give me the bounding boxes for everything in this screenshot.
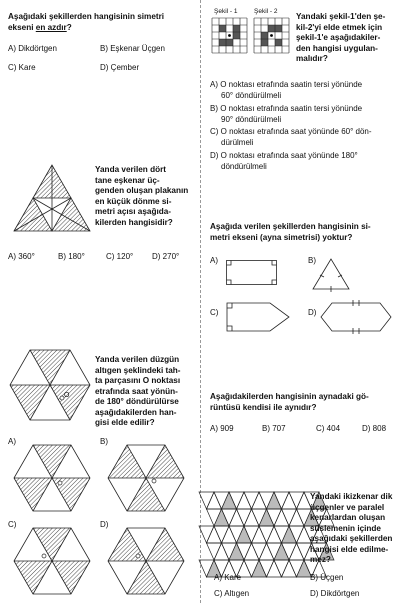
q6-line: rüntüsü kendisi ile aynıdır? [210,402,317,412]
q5-line: Aşağıda verilen şekillerden hangisinin si- [210,222,371,231]
q3-line: etrafında saat yönün- [95,386,178,396]
q1-option-b[interactable]: B) Eşkenar Üçgen [100,44,165,53]
hexagon-board [10,350,90,420]
q5-option-a-rectangle[interactable] [226,260,278,286]
tess-triangle [259,526,274,543]
grid-cell-filled [226,39,233,46]
q2-option-d[interactable]: D) 270° [152,252,180,261]
q4-line: Yandaki şekil-1'den şe- [296,12,386,21]
q4-c-line2: dürülmeli [221,137,254,147]
q7-line: üçgenler ve paralel [310,502,385,512]
q6-option-b[interactable]: B) 707 [262,424,286,433]
q5-option-b[interactable]: B) [308,256,316,265]
tess-triangle [252,560,267,577]
tess-triangle [259,509,274,526]
grid-cell-filled [233,25,240,32]
q4-line: malıdır? [296,54,328,63]
tess-triangle [252,526,267,543]
q6-option-c[interactable]: C) 404 [316,424,341,433]
sekil-1-grid [212,18,248,54]
q4-b-line1: B) O noktası etrafında saatin tersi yönünde [210,104,363,113]
point-o-label: O [64,392,70,399]
q4-option-b[interactable] [210,104,362,125]
q1-option-d[interactable]: D) Çember [100,63,140,72]
tess-triangle [244,543,259,560]
question-6-text [210,392,395,413]
q6-option-d[interactable]: D) 808 [362,424,387,433]
question-1-emphasis: en azdır [35,22,67,32]
tess-triangle [282,560,297,577]
point-o [228,34,231,37]
grid-cell-filled [233,32,240,39]
q2-line: tane eşkenar üç- [95,175,160,185]
q3-line: altıgen şeklindeki tah- [95,365,181,375]
q5-option-a[interactable]: A) [210,256,218,265]
tess-triangle [274,509,289,526]
tess-triangle [259,543,274,560]
question-5-text [210,222,395,243]
q7-option-d[interactable]: D) Dikdörtgen [310,589,360,598]
q4-d-line1: D) O noktası etrafında saat yönünde 180° [210,151,358,160]
tess-triangle [237,526,252,543]
q4-b-line2: 90° döndürülmeli [221,114,282,124]
q4-option-d[interactable] [210,151,358,172]
tess-triangle [252,492,267,509]
q3-line: gisi elde edilir? [95,418,155,427]
tessellation-pattern [214,492,306,580]
q4-line: kil-2'yi elde etmek için [296,22,383,32]
q4-line: şekil-1'e aşağıdakiler- [296,33,381,42]
grid-cell-filled [275,39,282,46]
tess-triangle [289,492,304,509]
tess-triangle [214,509,229,526]
question-1-tail: ? [66,22,72,32]
q3-option-c-hexagon[interactable] [14,528,90,594]
q5-option-c-pentagon[interactable] [226,302,290,332]
q3-option-b-hexagon[interactable] [108,445,184,511]
q3-option-b[interactable]: B) [100,437,108,446]
q5-option-c[interactable]: C) [210,308,219,317]
tess-triangle [199,526,214,543]
q1-option-c[interactable]: C) Kare [8,63,36,72]
q7-option-b[interactable]: B) Üçgen [310,573,344,582]
tess-triangle [199,492,214,509]
q4-a-line2: 60° döndürülmeli [221,90,282,100]
grid-cell-filled [261,39,268,46]
q5-line: metri ekseni (ayna simetrisi) yoktur? [210,232,353,242]
q7-option-a[interactable]: A) Kare [214,573,242,582]
q4-line: den hangisi uygulan- [296,43,378,53]
hexagon-main [10,350,90,420]
tess-triangle [207,526,222,543]
q5-option-d-hexagon[interactable] [320,302,392,332]
q7-line: mez? [310,555,331,564]
tess-triangle [214,543,229,560]
point-o [270,34,273,37]
q2-line: kilerden hangisidir? [95,217,173,227]
tess-triangle [267,560,282,577]
tess-triangle [267,492,282,509]
tess-triangle [282,509,297,526]
grid-cell-filled [219,39,226,46]
sekil-1-label: Şekil - 1 [214,8,238,15]
question-1-line-1: Aşağıdaki şekillerden hangisinin simetri [8,12,165,21]
q5-option-b-triangle[interactable] [312,258,350,290]
q1-option-a[interactable]: A) Dikdörtgen [8,44,57,53]
q3-option-c[interactable]: C) [8,520,17,529]
q4-a-line1: A) O noktası etrafında saatin tersi yönünde [210,80,363,89]
tess-triangle [252,543,267,560]
tess-triangle [289,509,304,526]
q3-line: aşağıdakilerden han- [95,407,177,417]
q4-option-c[interactable] [210,127,372,148]
q3-line: de 180° döndürülürse [95,397,179,406]
q7-line: süslemenin içinde [310,523,381,533]
tess-triangle [237,509,252,526]
grid-cell-filled [219,25,226,32]
q4-c-line1: C) O noktası etrafında saat yönünde 60° dön- [210,127,372,136]
tess-triangle [237,492,252,509]
tess-triangle [222,526,237,543]
q2-option-c[interactable]: C) 120° [106,252,134,261]
q7-line: hangisi elde edilme- [310,544,389,554]
grid-cell-filled [261,32,268,39]
q2-line: Yanda verilen dört [95,165,166,174]
q2-line: en küçük dönme si- [95,196,172,206]
tess-triangle [207,492,222,509]
tess-triangle [289,543,304,560]
q6-option-a[interactable]: A) 909 [210,424,234,433]
q3-option-d-hexagon[interactable] [108,528,184,594]
q7-line: aşağıdaki şekillerden [310,534,393,543]
question-4-text [296,12,396,65]
tess-triangle [229,543,244,560]
question-1-text [8,12,193,33]
column-divider [200,0,201,603]
q3-option-a-hexagon[interactable] [14,445,90,511]
grid-cell-filled [275,25,282,32]
q3-line: ta parçasını O noktası [95,376,181,385]
tess-triangle [282,526,297,543]
sekil-2-grid [254,18,290,54]
tess-triangle [244,509,259,526]
q4-option-a[interactable] [210,80,362,101]
q2-line: genden oluşan plakanın [95,186,189,195]
four-triangle-plate [14,165,90,233]
tess-triangle [282,492,297,509]
q3-option-a[interactable]: A) [8,437,16,446]
q2-line: metri açısı aşağıda- [95,207,171,216]
q4-d-line2: döndürülmeli [221,161,267,171]
grid-cell-filled [268,25,275,32]
question-3-text [95,355,199,429]
tess-triangle [222,492,237,509]
tess-triangle [274,543,289,560]
q2-option-a[interactable]: A) 360° [8,252,35,261]
q3-line: Yanda verilen düzgün [95,355,180,364]
q5-option-d[interactable]: D) [308,308,317,317]
q3-option-d[interactable]: D) [100,520,109,529]
tess-triangle [274,560,289,577]
q7-line: kenarlardan oluşan [310,513,386,522]
tess-triangle [207,543,222,560]
q7-line: Yandaki ikizkenar dik [310,492,393,501]
question-1-line-2: ekseni [8,22,36,32]
tess-triangle [229,509,244,526]
q7-option-c[interactable]: C) Altıgen [214,589,250,598]
tess-triangle [267,526,282,543]
q6-line: Aşağıdakilerden hangisinin aynadaki gö- [210,392,369,401]
question-2-text [95,165,199,228]
question-7-text [310,492,398,566]
tess-triangle [244,492,259,509]
sekil-2-label: Şekil - 2 [254,8,278,15]
tess-triangle [214,526,229,543]
q2-option-b[interactable]: B) 180° [58,252,85,261]
